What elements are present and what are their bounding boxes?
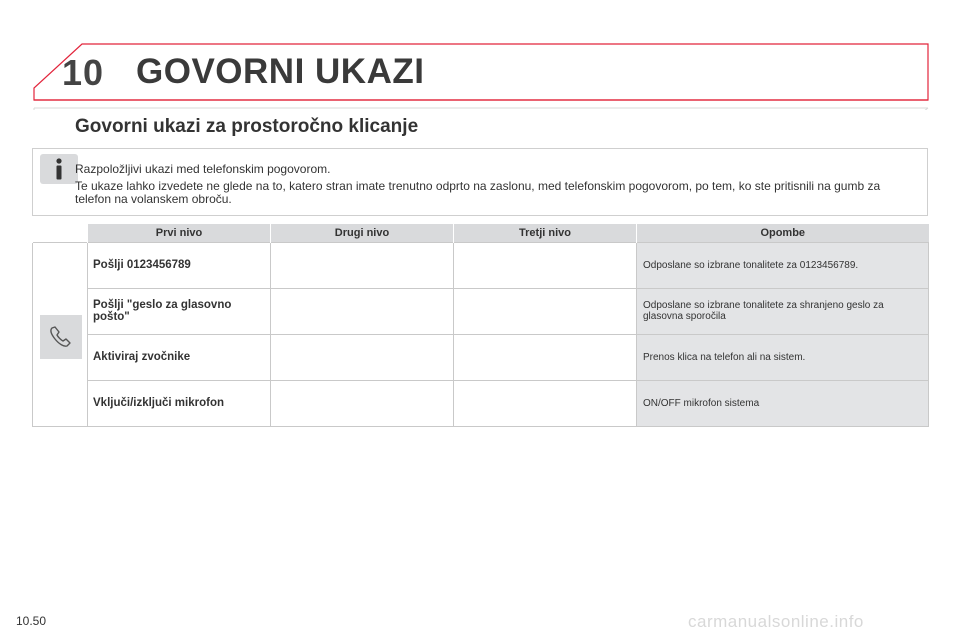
- table-header-level3: Tretji nivo: [454, 224, 637, 242]
- table-header-notes: Opombe: [637, 224, 929, 242]
- table-row: [33, 242, 929, 288]
- level1-cell: Pošlji "geslo za glasovno pošto": [88, 288, 271, 334]
- info-icon: [40, 154, 78, 184]
- table-row: [33, 334, 929, 380]
- note-cell: Odposlane so izbrane tonalitete za 0123456789.: [637, 242, 929, 288]
- level1-cell: Pošlji 0123456789: [88, 242, 271, 288]
- voice-command-table: [32, 224, 929, 427]
- level2-cell: [271, 242, 454, 288]
- level1-cell: Aktiviraj zvočnike: [88, 334, 271, 380]
- phone-icon-cell: [33, 242, 88, 426]
- table-header-icon: [33, 224, 88, 242]
- table-row: [33, 380, 929, 426]
- info-line-2: Te ukaze lahko izvedete ne glede na to, katero stran imate trenutno odprto na zaslonu, med telefonskim pogovorom, po tem, ko ste pritisnili na gumb za telefon na volanskem obroču.: [75, 179, 881, 206]
- note-cell: Prenos klica na telefon ali na sistem.: [637, 334, 929, 380]
- level3-cell: [454, 242, 637, 288]
- info-line-1: Razpoložljivi ukazi med telefonskim pogovorom.: [75, 162, 331, 176]
- page-number: 10.50: [16, 614, 47, 628]
- level2-cell: [271, 288, 454, 334]
- level3-cell: [454, 334, 637, 380]
- level3-cell: [454, 288, 637, 334]
- table-header-level2: Drugi nivo: [271, 224, 454, 242]
- level1-cell: Vključi/izključi mikrofon: [88, 380, 271, 426]
- level2-cell: [271, 334, 454, 380]
- note-cell: ON/OFF mikrofon sistema: [637, 380, 929, 426]
- info-box: [32, 148, 928, 216]
- level3-cell: [454, 380, 637, 426]
- note-cell: Odposlane so izbrane tonalitete za shranjeno geslo za glasovna sporočila: [637, 288, 929, 334]
- chapter-title: GOVORNI UKAZI: [136, 52, 425, 91]
- watermark: carmanualsonline.info: [688, 612, 864, 631]
- table-row: [33, 288, 929, 334]
- table-header-level1: Prvi nivo: [88, 224, 271, 242]
- phone-icon-box: [40, 315, 82, 359]
- section-title: Govorni ukazi za prostoročno klicanje: [75, 116, 419, 137]
- level2-cell: [271, 380, 454, 426]
- phone-icon: [40, 315, 82, 359]
- chapter-number: 10: [62, 52, 105, 93]
